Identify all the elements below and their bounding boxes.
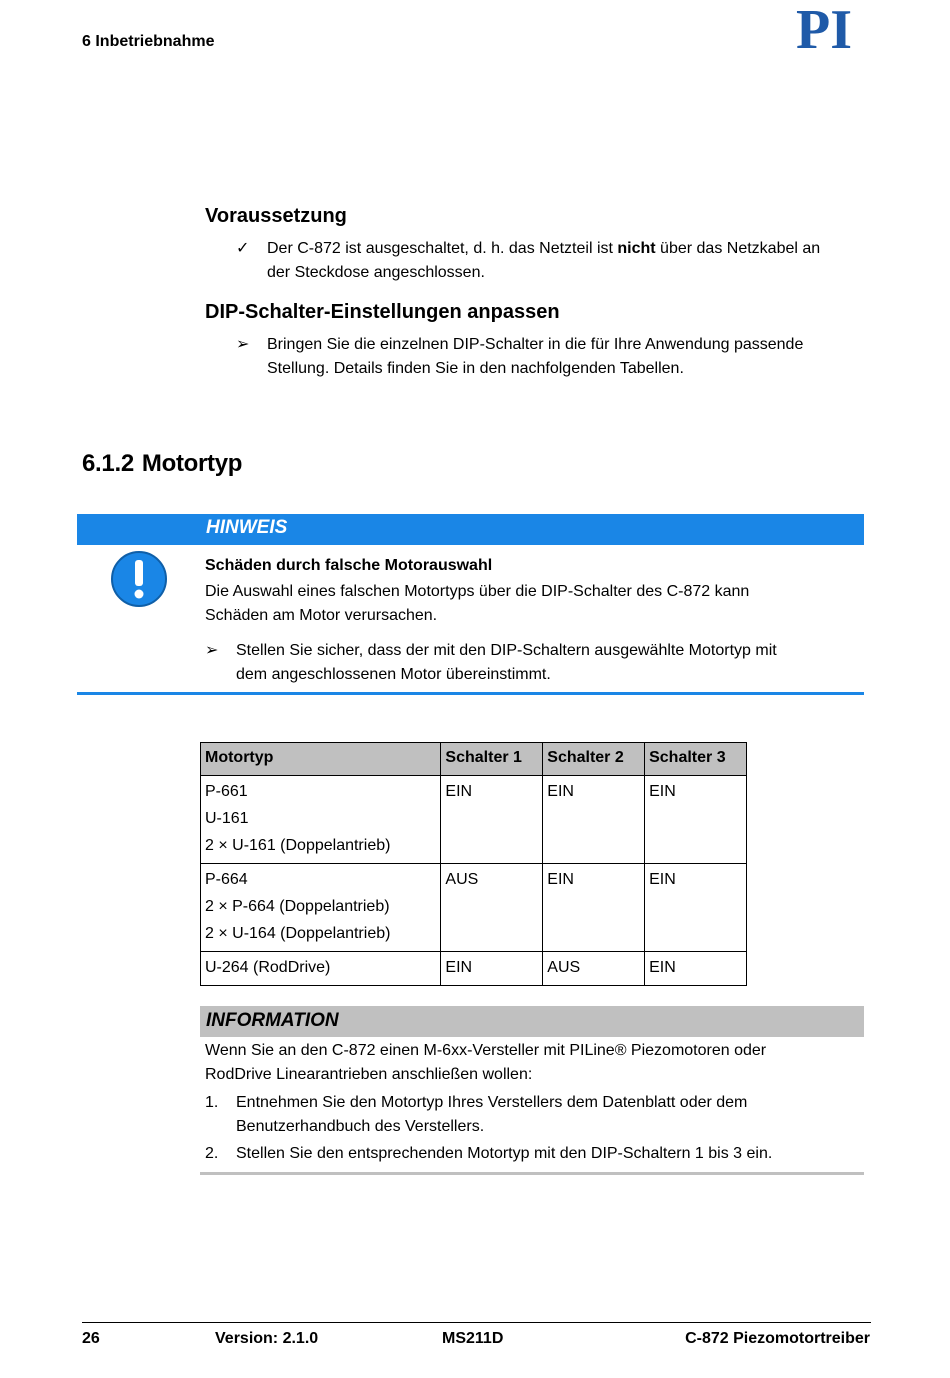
table-header-row <box>201 743 747 776</box>
footer-doc-id: MS211D <box>442 1330 504 1347</box>
dip-adjust-item <box>236 333 876 383</box>
hinweis-title: Schäden durch falsche Motorauswahl <box>205 557 493 574</box>
step-text-line2: Benutzerhandbuch des Verstellers. <box>236 1118 485 1135</box>
column-header-schalter1: Schalter 1 <box>441 743 543 776</box>
footer-version: Version: 2.1.0 <box>215 1330 319 1347</box>
footer-rule <box>82 1322 871 1323</box>
switch1-cell: AUS <box>441 864 543 952</box>
footer-product: C-872 Piezomotortreiber <box>685 1330 870 1347</box>
switch3-cell: EIN <box>645 952 747 986</box>
motor-cell <box>201 952 441 986</box>
prerequisite-text-line2: der Steckdose angeschlossen. <box>267 264 485 281</box>
table-row <box>201 952 747 986</box>
column-header-motortyp: Motortyp <box>201 743 441 776</box>
information-step <box>205 1091 845 1141</box>
step-number: 1. <box>205 1094 219 1111</box>
motor-name: U-264 (RodDrive) <box>205 959 331 976</box>
dip-adjust-text-line2: Stellung. Details finden Sie in den nachfolgenden Tabellen. <box>267 360 684 377</box>
switch3-cell: EIN <box>645 864 747 952</box>
exclamation-circle-icon <box>110 550 168 608</box>
hinweis-text-line1: Die Auswahl eines falschen Motortyps über die DIP-Schalter des C-872 kann <box>205 583 750 600</box>
switch2-cell: EIN <box>543 776 645 864</box>
motor-type-table <box>200 742 747 986</box>
information-label: INFORMATION <box>206 1010 339 1031</box>
switch1-cell: EIN <box>441 776 543 864</box>
chapter-title: 6 Inbetriebnahme <box>82 33 215 50</box>
hinweis-action-line1: Stellen Sie sicher, dass der mit den DIP-Schaltern ausgewählte Motortyp mit <box>236 642 777 659</box>
motor-name: U-161 <box>205 810 249 827</box>
page-number: 26 <box>82 1330 100 1347</box>
hinweis-text-line2: Schäden am Motor verursachen. <box>205 607 438 624</box>
prerequisite-heading: Voraussetzung <box>205 205 347 227</box>
switch2-cell: AUS <box>543 952 645 986</box>
motor-name: 2 × U-161 (Doppelantrieb) <box>205 837 391 854</box>
information-text-line2: RodDrive Linearantrieben anschließen wollen: <box>205 1066 533 1083</box>
motor-name: P-661 <box>205 783 248 800</box>
hinweis-bar <box>77 514 864 545</box>
information-text-line1: Wenn Sie an den C-872 einen M-6xx-Versteller mit PILine® Piezomotoren oder <box>205 1042 767 1059</box>
switch1-cell: EIN <box>441 952 543 986</box>
hinweis-bottom-rule <box>77 692 864 695</box>
checkmark-icon: ✓ <box>236 240 250 257</box>
motor-name: 2 × P-664 (Doppelantrieb) <box>205 898 390 915</box>
prerequisite-item <box>236 237 876 287</box>
motor-name: P-664 <box>205 871 248 888</box>
step-text-line1: Entnehmen Sie den Motortyp Ihres Verstellers dem Datenblatt oder dem <box>236 1094 748 1111</box>
step-text-line1: Stellen Sie den entsprechenden Motortyp mit den DIP-Schaltern 1 bis 3 ein. <box>236 1145 773 1162</box>
step-number: 2. <box>205 1145 219 1162</box>
dip-adjust-text-line1: Bringen Sie die einzelnen DIP-Schalter in die für Ihre Anwendung passende <box>267 336 804 353</box>
information-step <box>205 1142 845 1168</box>
switch3-cell: EIN <box>645 776 747 864</box>
column-header-schalter2: Schalter 2 <box>543 743 645 776</box>
hinweis-action-item <box>205 639 845 689</box>
table-row <box>201 776 747 864</box>
pi-logo <box>776 4 872 52</box>
section-title <box>82 450 242 478</box>
column-header-schalter3: Schalter 3 <box>645 743 747 776</box>
hinweis-action-line2: dem angeschlossenen Motor übereinstimmt. <box>236 666 551 683</box>
arrow-bullet-icon: ➢ <box>236 336 250 353</box>
pi-logo-text: PI <box>796 4 852 52</box>
section-name: Motortyp <box>141 450 243 477</box>
motor-cell <box>201 864 441 952</box>
dip-adjust-heading: DIP-Schalter-Einstellungen anpassen <box>205 301 560 323</box>
arrow-bullet-icon: ➢ <box>205 642 219 659</box>
motor-cell <box>201 776 441 864</box>
motor-name: 2 × U-164 (Doppelantrieb) <box>205 925 391 942</box>
section-number: 6.1.2 <box>82 450 134 477</box>
switch2-cell: EIN <box>543 864 645 952</box>
information-bottom-rule <box>200 1172 864 1175</box>
prerequisite-text-line1: Der C-872 ist ausgeschaltet, d. h. das Netzteil ist nicht über das Netzkabel an <box>267 240 821 257</box>
table-row <box>201 864 747 952</box>
hinweis-label: HINWEIS <box>206 517 288 538</box>
